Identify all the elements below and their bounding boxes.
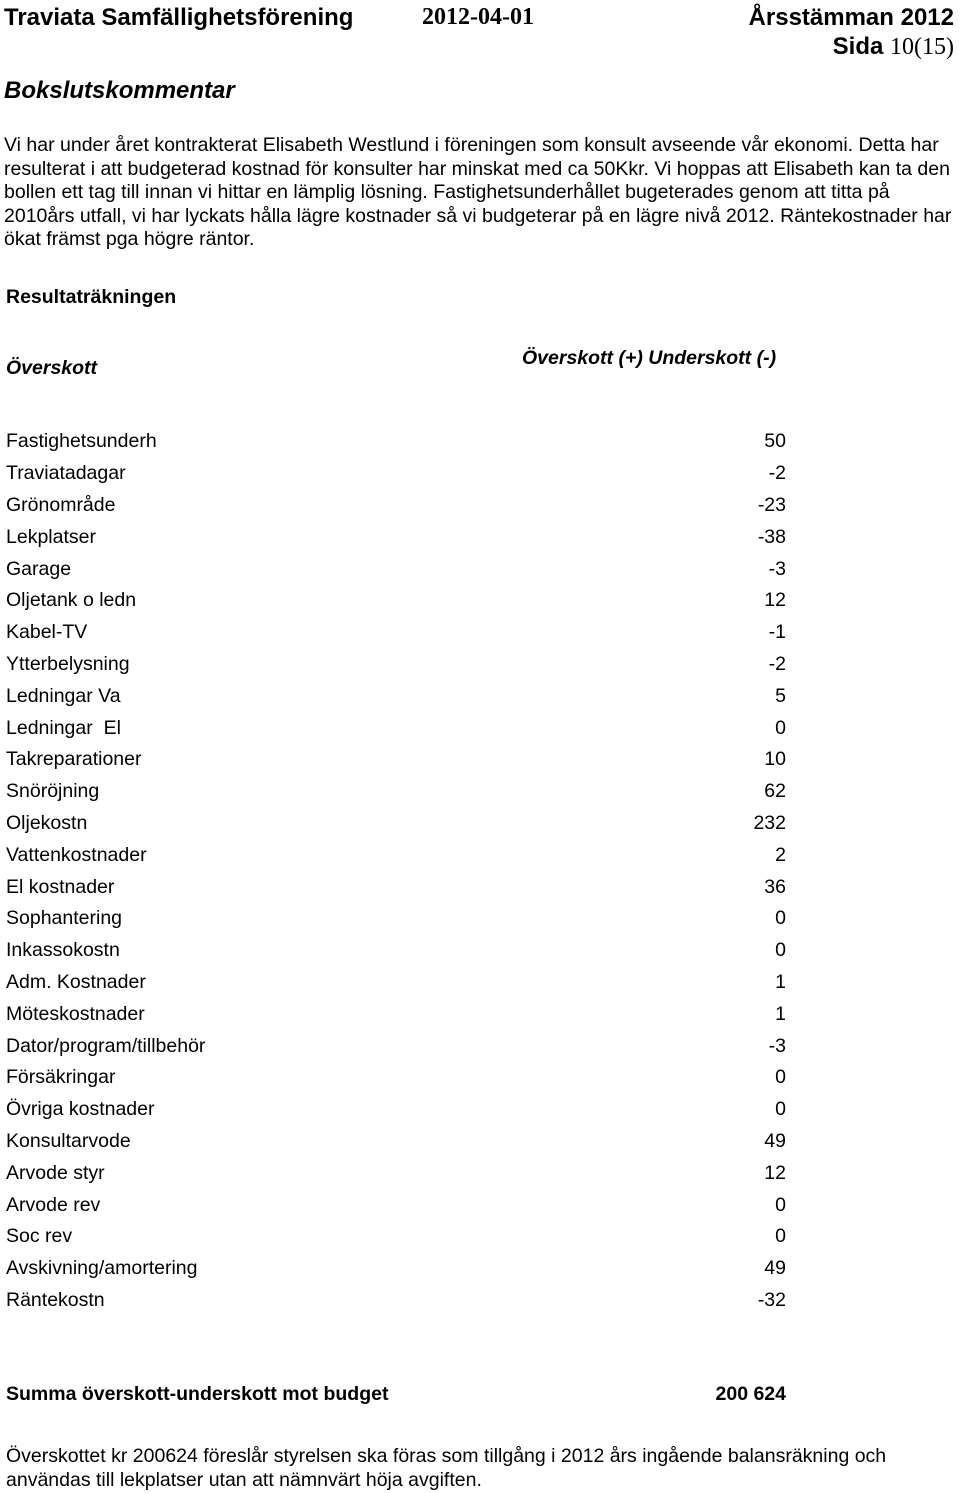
- row-label: Räntekostn: [6, 1288, 105, 1311]
- intro-paragraph: Vi har under året kontrakterat Elisabeth Westlund i föreningen som konsult avseende vår ekonomi. Detta har resulterat i att budgeterad kostnad för konsulter har minskat med ca 50Kkr. Vi hoppas att Elisabeth kan ta den bollen ett tag till innan vi hittar en lämplig lösning. Fastighetsunderhållet bugeterades genom att titta på 2010års utfall, vi har lyckats hålla lägre kostnader så vi budgeterar på en lägre nivå 2012. Räntekostnader har ökat främst pga högre räntor.: [4, 134, 952, 251]
- table-row: [6, 1157, 786, 1189]
- row-value: 62: [764, 780, 786, 803]
- row-value: 0: [775, 1193, 786, 1216]
- table-row: [6, 871, 786, 903]
- table-row: [6, 458, 786, 490]
- row-label: Övriga kostnader: [6, 1098, 155, 1121]
- row-value: 1: [775, 970, 786, 993]
- row-value: 12: [764, 1161, 786, 1184]
- page-indicator: [833, 33, 954, 61]
- table-row: [6, 1094, 786, 1126]
- table-row: [6, 712, 786, 744]
- row-label: Vattenkostnader: [6, 843, 147, 866]
- table-row: [6, 585, 786, 617]
- table-row: [6, 744, 786, 776]
- row-label: Arvode styr: [6, 1161, 105, 1184]
- row-label: Soc rev: [6, 1225, 73, 1248]
- row-value: 36: [764, 875, 786, 898]
- row-value: 49: [764, 1129, 786, 1152]
- row-value: 0: [775, 1098, 786, 1121]
- row-value: 0: [775, 907, 786, 930]
- table-row: [6, 1030, 786, 1062]
- row-label: Sophantering: [6, 907, 123, 930]
- meeting-title: Årsstämman 2012: [748, 4, 954, 31]
- table-row: [6, 1126, 786, 1158]
- row-label: Möteskostnader: [6, 1002, 145, 1025]
- row-label: Lekplatser: [6, 525, 96, 548]
- row-value: -32: [757, 1288, 786, 1311]
- table-row: [6, 998, 786, 1030]
- table-row: [6, 1285, 786, 1317]
- row-value: -3: [768, 557, 786, 580]
- table-row: [6, 1189, 786, 1221]
- row-value: -1: [768, 621, 786, 644]
- row-label: Ledningar Va: [6, 684, 121, 707]
- row-label: Oljekostn: [6, 811, 88, 834]
- table-row: [6, 649, 786, 681]
- row-label: Kabel-TV: [6, 621, 88, 644]
- result-table: [6, 426, 786, 1316]
- association-name: Traviata Samfällighetsförening: [4, 4, 354, 31]
- row-value: 0: [775, 939, 786, 962]
- column-header-value: Överskott (+) Underskott (-): [522, 347, 777, 369]
- row-label: Grönområde: [6, 493, 116, 516]
- table-row: [6, 553, 786, 585]
- table-row: [6, 680, 786, 712]
- row-value: 49: [764, 1257, 786, 1280]
- table-row: [6, 426, 786, 458]
- table-row: [6, 1221, 786, 1253]
- row-label: Adm. Kostnader: [6, 970, 146, 993]
- row-label: El kostnader: [6, 875, 115, 898]
- row-value: 10: [764, 748, 786, 771]
- row-value: -2: [768, 462, 786, 485]
- table-row: [6, 967, 786, 999]
- table-row: [6, 935, 786, 967]
- row-label: Arvode rev: [6, 1193, 101, 1216]
- table-row: [6, 808, 786, 840]
- row-label: Inkassokostn: [6, 939, 120, 962]
- summary-row: [6, 1383, 786, 1406]
- table-row: [6, 839, 786, 871]
- row-value: 2: [775, 843, 786, 866]
- page-label: Sida: [832, 33, 884, 60]
- summary-value: 200 624: [715, 1383, 786, 1405]
- row-value: 232: [753, 811, 786, 834]
- row-label: Dator/program/tillbehör: [6, 1034, 206, 1057]
- table-row: [6, 1253, 786, 1285]
- footer-paragraph: Överskottet kr 200624 föreslår styrelsen ska föras som tillgång i 2012 års ingående balansräkning och användas till lekplatser utan att nämnvärt höja avgiften.: [6, 1445, 887, 1491]
- row-value: -3: [768, 1034, 786, 1057]
- row-label: Garage: [6, 557, 72, 580]
- row-value: 5: [775, 684, 786, 707]
- row-value: 0: [775, 1066, 786, 1089]
- summary-label: Summa överskott-underskott mot budget: [6, 1383, 389, 1405]
- document-date: 2012-04-01: [422, 4, 534, 30]
- row-label: Oljetank o ledn: [6, 589, 137, 612]
- page-number: 10(15): [890, 34, 954, 60]
- row-label: Försäkringar: [6, 1066, 116, 1089]
- row-label: Fastighetsunderh: [6, 430, 157, 453]
- row-value: 12: [764, 589, 786, 612]
- row-value: -23: [757, 493, 786, 516]
- row-value: 1: [775, 1002, 786, 1025]
- row-value: 0: [775, 716, 786, 739]
- row-label: Konsultarvode: [6, 1129, 131, 1152]
- table-row: [6, 776, 786, 808]
- table-row: [6, 521, 786, 553]
- row-label: Avskivning/amortering: [6, 1257, 198, 1280]
- row-value: -2: [768, 652, 786, 675]
- table-row: [6, 617, 786, 649]
- row-value: 50: [764, 430, 786, 453]
- result-title: Resultaträkningen: [6, 286, 177, 308]
- row-label: Traviatadagar: [6, 462, 126, 485]
- row-value: 0: [775, 1225, 786, 1248]
- row-label: Ytterbelysning: [6, 652, 130, 675]
- row-label: Takreparationer: [6, 748, 142, 771]
- section-title: Bokslutskommentar: [4, 77, 235, 104]
- row-label: Ledningar El: [6, 716, 121, 739]
- table-row: [6, 903, 786, 935]
- column-header-label: Överskott: [6, 357, 98, 379]
- row-label: Snöröjning: [6, 780, 100, 803]
- row-value: -38: [757, 525, 786, 548]
- table-row: [6, 490, 786, 522]
- table-row: [6, 1062, 786, 1094]
